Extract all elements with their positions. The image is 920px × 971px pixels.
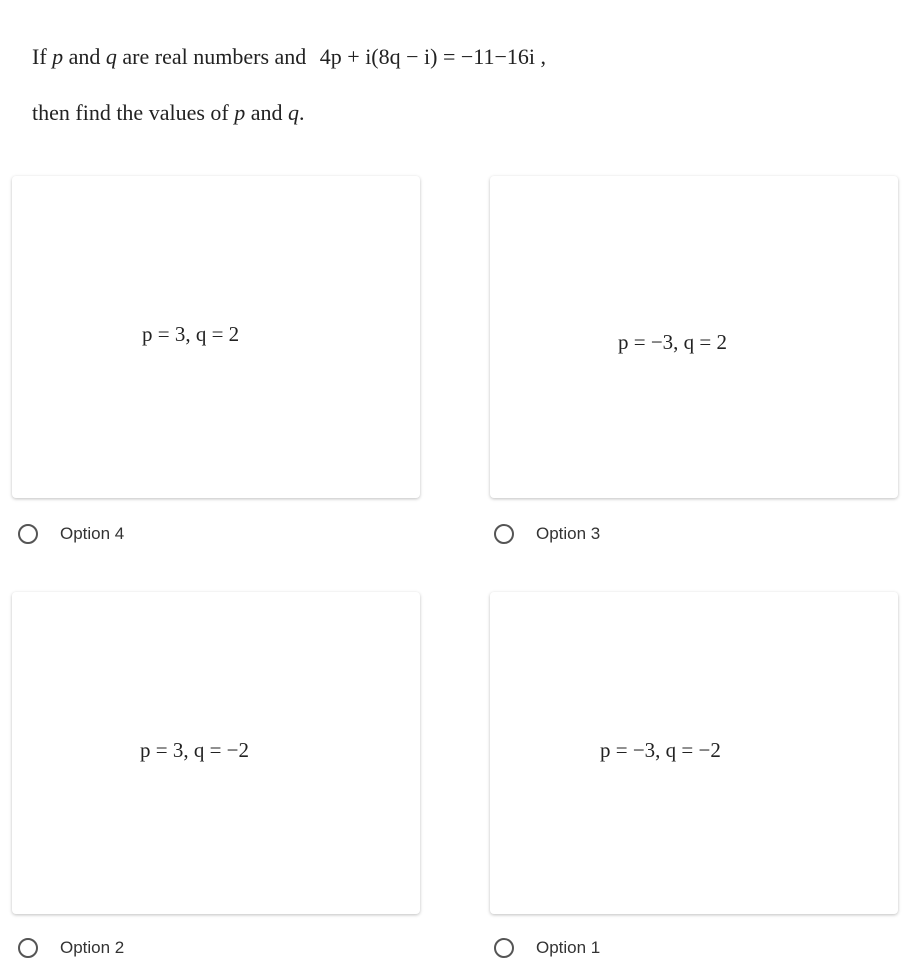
var-q: q (288, 100, 299, 125)
option-4-radio[interactable] (18, 524, 124, 544)
option-card-1[interactable] (490, 592, 898, 914)
option-label: Option 3 (536, 524, 601, 543)
option-3-radio[interactable] (494, 524, 600, 544)
option-card-2[interactable] (12, 592, 420, 914)
option-value: p = 3, q = 2 (142, 322, 240, 346)
option-2-radio[interactable] (18, 938, 124, 958)
radio-icon[interactable] (18, 524, 38, 544)
radio-icon[interactable] (494, 938, 514, 958)
text: are real numbers and (116, 44, 312, 69)
question-line-2 (32, 100, 305, 126)
var-p: p (234, 100, 246, 125)
radio-icon[interactable] (18, 938, 38, 958)
option-value: p = 3, q = −2 (140, 738, 250, 762)
question-line-1 (32, 44, 546, 70)
text: then find the values of (32, 100, 235, 125)
radio-icon[interactable] (494, 524, 514, 544)
var-p: p (52, 44, 64, 69)
option-value: p = −3, q = −2 (600, 738, 721, 762)
option-card-4[interactable] (12, 176, 420, 498)
text: and (63, 44, 106, 69)
text: and (245, 100, 288, 125)
text: . (299, 100, 305, 125)
equation: 4p + i(8q − i) = −11−16i , (319, 44, 546, 69)
option-value: p = −3, q = 2 (618, 330, 728, 354)
option-label: Option 1 (536, 938, 601, 957)
option-1-radio[interactable] (494, 938, 600, 958)
option-label: Option 2 (60, 938, 125, 957)
var-q: q (105, 44, 117, 69)
option-card-3[interactable] (490, 176, 898, 498)
option-label: Option 4 (60, 524, 125, 543)
text: If (32, 44, 53, 69)
